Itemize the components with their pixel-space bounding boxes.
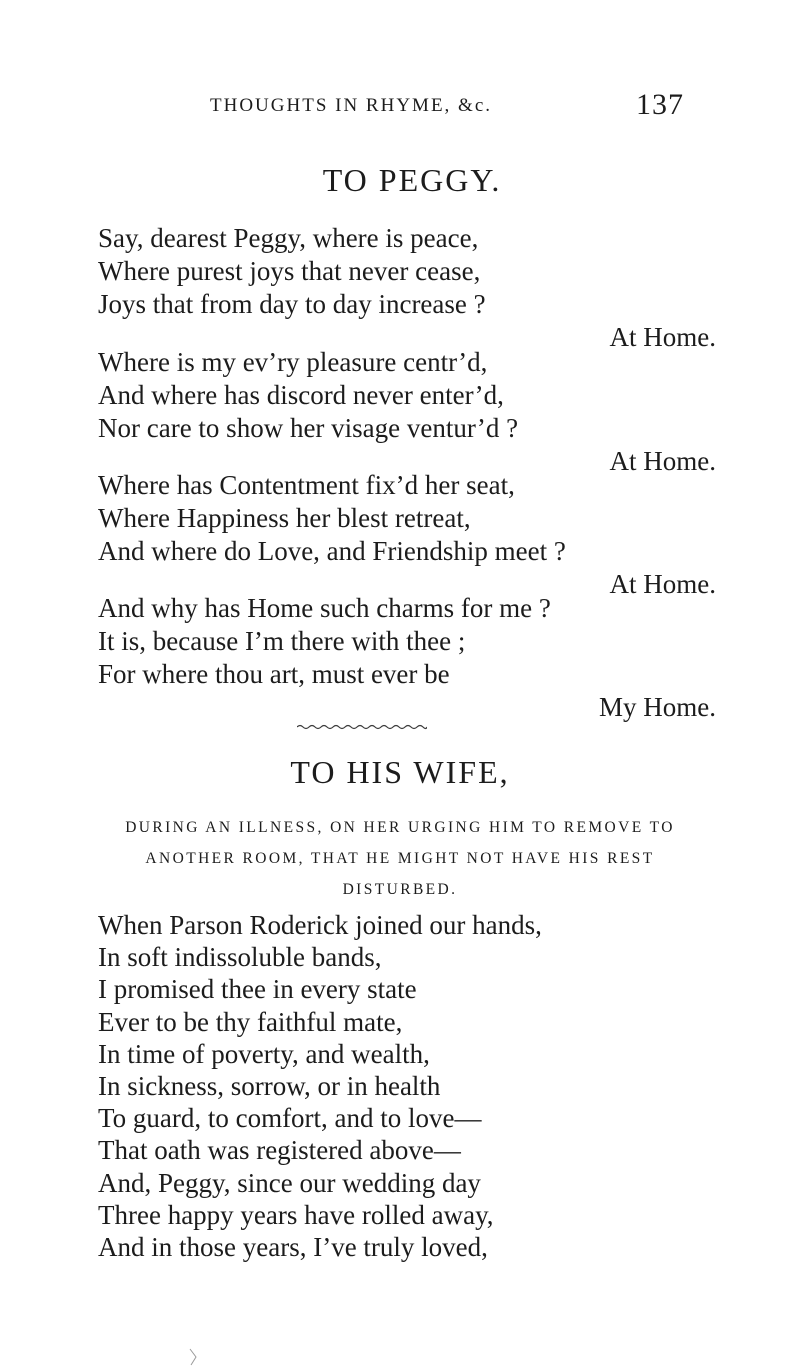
refrain-line: My Home. — [599, 692, 716, 722]
verse-line: For where thou art, must ever be — [98, 659, 450, 689]
verse-line: Three happy years have rolled away, — [98, 1199, 494, 1230]
poem-title: TO HIS WIFE, — [290, 754, 510, 790]
verse-line: And where has discord never enter’d, — [98, 380, 504, 410]
verse-line: I promised thee in every state — [98, 974, 417, 1005]
verse-line: When Parson Roderick joined our hands, — [98, 910, 542, 940]
verse-line: It is, because I’m there with thee ; — [98, 626, 466, 656]
subtitle-line: DURING AN ILLNESS, ON HER URGING HIM TO REMOVE TO — [125, 819, 675, 836]
stanza — [98, 222, 718, 354]
verse-line: And where do Love, and Friendship meet ? — [98, 536, 566, 566]
refrain-line: At Home. — [609, 446, 716, 476]
page-number: 137 — [636, 88, 684, 121]
verse-line: Where has Contentment fix’d her seat, — [98, 470, 515, 500]
refrain-line: At Home. — [609, 322, 716, 352]
subtitle-line: DISTURBED. — [342, 881, 458, 898]
stanza — [98, 909, 718, 1263]
verse-line: Where is my ev’ry pleasure centr’d, — [98, 347, 488, 377]
poem-subtitle — [50, 812, 750, 905]
wavy-divider-ornament — [297, 723, 427, 731]
refrain-line: At Home. — [609, 569, 716, 599]
subtitle-line: ANOTHER ROOM, THAT HE MIGHT NOT HAVE HIS REST — [145, 850, 655, 867]
verse-line: To guard, to comfort, and to love— — [98, 1103, 482, 1134]
verse-line: And, Peggy, since our wedding day — [98, 1167, 481, 1198]
margin-pencil-mark — [188, 1348, 198, 1366]
poem-title: TO PEGGY. — [322, 162, 502, 198]
verse-line: Ever to be thy faithful mate, — [98, 1006, 403, 1037]
verse-line: And why has Home such charms for me ? — [98, 593, 551, 623]
verse-line: And in those years, I’ve truly loved, — [98, 1231, 488, 1262]
verse-line: That oath was registered above— — [98, 1135, 461, 1166]
verse-line: Joys that from day to day increase ? — [98, 289, 486, 319]
stanza — [98, 346, 718, 478]
verse-line: In sickness, sorrow, or in health — [98, 1070, 441, 1101]
verse-line: In soft indissoluble bands, — [98, 942, 382, 973]
verse-line: Say, dearest Peggy, where is peace, — [98, 223, 479, 253]
verse-line: Where Happiness her blest retreat, — [98, 503, 471, 533]
verse-line: In time of poverty, and wealth, — [98, 1038, 430, 1069]
verse-line: Where purest joys that never cease, — [98, 256, 481, 286]
running-head — [0, 88, 800, 124]
running-head-title: THOUGHTS IN RHYME, &c. — [210, 95, 493, 116]
stanza — [98, 592, 718, 724]
stanza — [98, 469, 718, 601]
verse-line: Nor care to show her visage ventur’d ? — [98, 413, 519, 443]
